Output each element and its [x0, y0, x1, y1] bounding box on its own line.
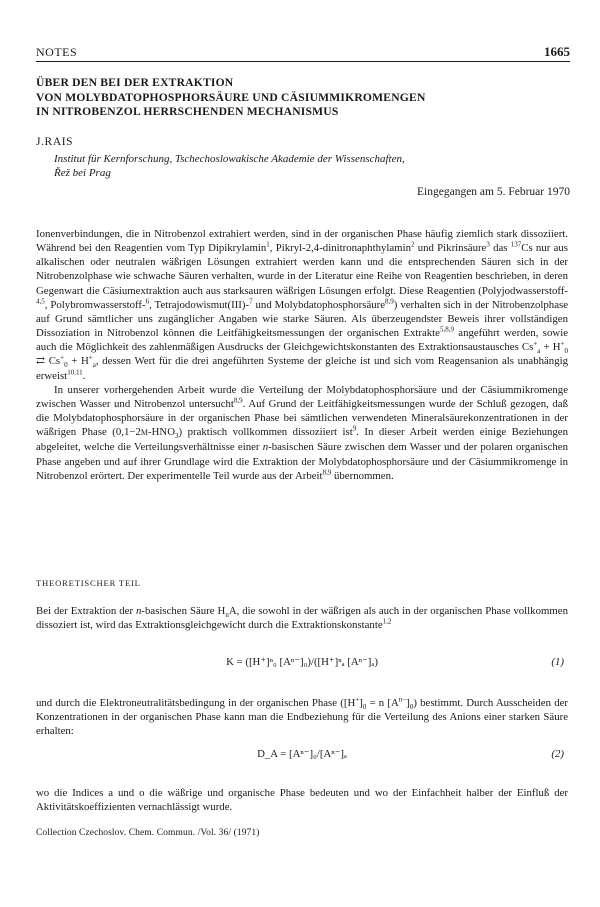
phase-sub: a [537, 347, 541, 356]
p1-text-k: + H [540, 341, 561, 354]
phase-sub: 0 [564, 347, 568, 356]
p2-text-e: . In dieser Arbeit werden einige Beziehungen abgeleitet, welche die Verteilungsverhältnisse einer [36, 426, 568, 454]
charge-sup: + [355, 695, 360, 704]
p3-text-b: -basischen Säure H [141, 605, 226, 617]
section-heading: THEORETISCHER TEIL [36, 578, 141, 588]
equation-1-number: (1) [551, 656, 564, 668]
phase-sub: 0 [409, 702, 414, 711]
phase-sub: 0 [64, 361, 68, 370]
p1-text-m: + H [67, 355, 89, 368]
p1-text-n: , dessen Wert für die drei angeführten Systeme der gleiche ist und sich vom Reagensanion als unabhängig erweist [36, 355, 569, 382]
charge-sup: + [60, 353, 65, 362]
paragraph-2 [36, 383, 568, 483]
formula-sub: n [225, 611, 229, 620]
charge-sup: + [560, 339, 565, 348]
header-rule [36, 61, 570, 62]
received-date: Eingegangen am 5. Februar 1970 [417, 186, 570, 198]
p1-text-i: ) verhalten sich in der Nitrobenzolphase auf Grund sämtlicher uns zugänglicher Angaben wie starke Säuren. Als überzeugendster Beweis ihrer vollständigen Dissoziation in Nitrobenzol können die Leitfähigkeitsmessungen der organischen Extrakte [36, 298, 568, 340]
page-number: 1665 [544, 44, 570, 59]
p1-text-l: ⇄ Cs [36, 355, 61, 368]
article-title [36, 76, 566, 120]
p2-italic-n: n [262, 441, 269, 454]
phase-sub: a [92, 361, 96, 370]
p3-italic-n: n [136, 605, 142, 617]
p2-text-d: ) praktisch vollkommen dissoziiert ist [178, 426, 353, 439]
p1-text-h: und Molybdatophosphorsäure [252, 298, 386, 311]
p2-text-c: -HNO [148, 426, 176, 439]
running-header [36, 44, 570, 60]
ref-sup: 1,2 [382, 617, 392, 626]
p1-text-d: das [489, 242, 511, 255]
affiliation [54, 152, 574, 180]
charge-sup: n− [398, 695, 407, 704]
p1-text-a: Ionenverbindungen, die in Nitrobenzol extrahiert werden, sind in der organischen Phase häufig ziemlich stark dissoziiert. Während bei den Reagentien vom Typ Dipikrylamin [36, 228, 568, 255]
p2-text-b: . Auf Grund der Leitfähigkeitsmessungen wurde der Schluß gezogen, daß die Molybdatophosphorsäure in der organischen Phase bei sämtlichen verwendeten Mineralsäurekonzentrationen in der wäßrigen Phase (0,1−2 [36, 397, 568, 439]
ref-sup: 2 [410, 240, 415, 249]
author-name: J.RAIS [36, 136, 74, 148]
title-line-1: ÜBER DEN BEI DER EXTRAKTION [36, 76, 234, 89]
introduction-text [36, 227, 568, 483]
p1-text-j: angeführt werden, sowie auch die Möglichkeit des zahlenmäßigen Ausdrucks der Gleichgewichtskonstanten des Extraktionsaustausches Cs [36, 327, 568, 354]
ref-sup: 5,8,9 [439, 325, 454, 334]
ref-sup: 8,9 [233, 396, 243, 405]
ref-sup: 3 [486, 240, 490, 249]
paragraph-4 [36, 696, 568, 738]
title-line-3: IN NITROBENZOL HERRSCHENDEN MECHANISMUS [36, 105, 339, 118]
section-label: NOTES [36, 45, 78, 59]
p1-text-o: . [82, 369, 86, 382]
charge-sup: + [533, 339, 538, 348]
isotope-sup: 137 [510, 240, 522, 249]
p4-text-c: = n [A [366, 696, 399, 709]
electroneutrality-text [36, 685, 568, 749]
p4-text-e: ) bestimmt. Durch Ausscheiden der Konzentrationen in der organischen Phase kann man die Endbeziehung für die Verteilung des Anions einer starken Säure erhalten: [36, 696, 568, 738]
p1-text-g: , Tetrajodowismut(III)- [149, 298, 250, 311]
p2-text-a: In unserer vorhergehenden Arbeit wurde die Verteilung der Molybdatophosphorsäure und der Cäsiummikromenge zwischen Wasser und Nitrobenzol untersucht [36, 383, 568, 410]
p2-text-f: -basischen Säure zwischen dem Wasser und der polaren organischen Phase angeben und auf ihrer Grundlage wird die Extraktion der Molybdatophosphorsäure und der Cäsiummikromenge in Nitrobenzol erörtert. Der experimentelle Teil wurde aus der Arbeit [36, 441, 568, 482]
p1-text-c: und Pikrinsäure [414, 242, 487, 255]
p4-text-a: und durch die Elektroneutralitätsbedingung in der organischen Phase ([H [36, 696, 356, 709]
paragraph-5: wo die Indices a und o die wäßrige und organische Phase bedeuten und wo der Einfachheit halber der Einfluß der Aktivitätskoeffizienten vernachlässigt wurde. [36, 786, 568, 813]
p2-text-g: übernommen. [331, 469, 394, 482]
p3-text-a: Bei der Extraktion der [36, 605, 137, 617]
indices-text [36, 775, 568, 825]
theory-intro [36, 604, 568, 632]
ref-sup: 10,11 [67, 367, 83, 376]
p4-text-d: ] [406, 696, 410, 709]
molar-unit: M [140, 428, 149, 438]
ref-sup: 1 [266, 240, 270, 249]
title-line-2: VON MOLYBDATOPHOSPHORSÄURE UND CÄSIUMMIKROMENGEN [36, 90, 426, 104]
affiliation-line-1: Institut für Kernforschung, Tschechoslowakische Akademie der Wissenschaften, [54, 153, 405, 165]
equation-2-expression: D_A = [Aⁿ⁻]₀/[Aⁿ⁻]ₐ [257, 748, 347, 760]
p1-text-f: , Polybromwasserstoff- [44, 298, 146, 311]
ref-sup: 4,5 [36, 297, 45, 306]
p4-text-b: ] [359, 696, 363, 709]
ref-sup: 8,9 [322, 468, 332, 477]
ref-sup: 6 [145, 297, 150, 306]
ref-sup: 7 [249, 297, 253, 306]
charge-sup: + [88, 353, 93, 362]
paragraph-1 [36, 227, 568, 383]
ref-sup: 9 [352, 424, 357, 433]
journal-footer: Collection Czechoslov. Chem. Commun. /Vol. 36/ (1971) [36, 828, 260, 838]
equation-2-number: (2) [551, 748, 564, 760]
equation-1-expression: K = ([H⁺]ⁿ₀ [Aⁿ⁻]₀)/([H⁺]ⁿₐ [Aⁿ⁻]ₐ) [226, 656, 378, 668]
formula-sub: 3 [175, 432, 179, 441]
p1-text-e: Cs nur aus alkalischen oder neutralen wäßrigen Lösungen extrahiert werden kann und die entsprechenden Säuren sich in der Nitrobenzolphase wie schwache Säuren verhalten, wurde in der Literatur eine Reihe von Reagentien beschrieben, in deren Gegenwart die Cäsiumextraktion auch aus starksauren wäßrigen Lösungen erfolgt. Diese Reagentien (Polyjodwasserstoff- [36, 242, 568, 297]
ref-sup: 8,9 [385, 297, 394, 306]
paragraph-3 [36, 604, 568, 632]
p1-text-b: , Pikryl-2,4-dinitronaphthylamin [269, 242, 411, 255]
p3-text-c: A, die sowohl in der wäßrigen als auch in der organischen Phase vollkommen dissoziert ist, wird das Extraktionsgleichgewicht durch die Extraktionskonstante [36, 605, 568, 632]
phase-sub: 0 [362, 702, 367, 711]
affiliation-line-2: Řež bei Prag [54, 167, 111, 179]
